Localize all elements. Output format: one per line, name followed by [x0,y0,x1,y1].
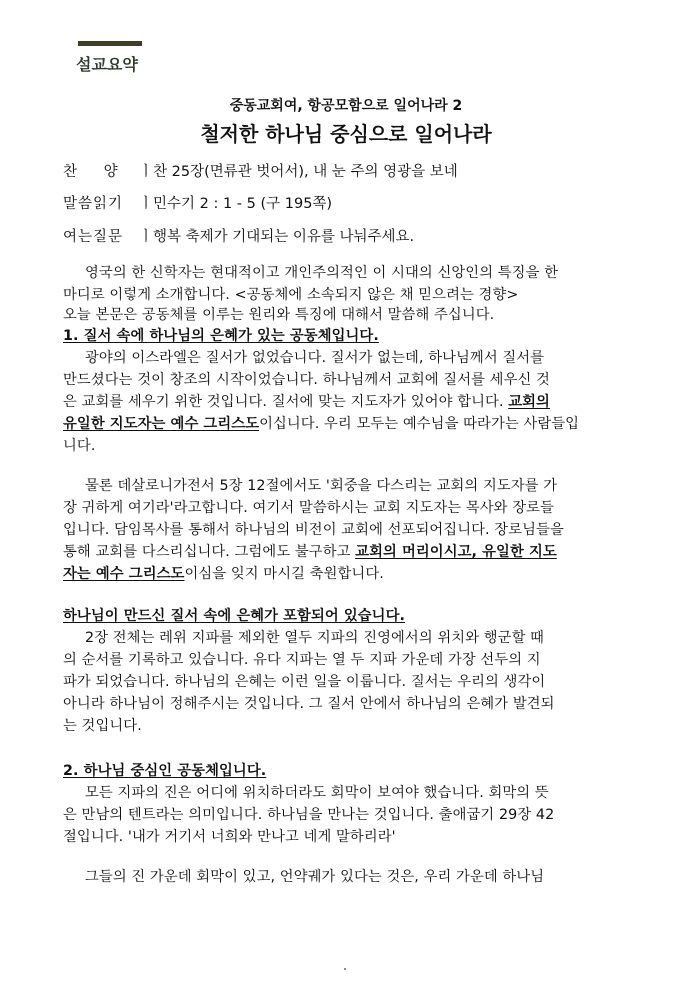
sermon-title: 철저한 하나님 중심으로 일어나라 [200,122,492,146]
paragraph-line [63,391,633,411]
hymn-row [63,160,458,181]
paragraph-line: 파가 되었습니다. 하나님의 은혜는 이런 일을 이룹니다. 질서는 우리의 생각이 [63,674,546,690]
reading-row [63,192,332,213]
paragraph-text: 통해 교회를 다스리십니다. 그럼에도 불구하고 [63,544,356,560]
paragraph-line: 물론 데살로니가전서 5장 12절에서도 '회중을 다스리는 교회의 지도자를 가 [85,478,558,494]
paragraph-line: 아니라 하나님이 정해주시는 것입니다. 그 질서 안에서 하나님의 은혜가 발견되 [63,696,555,712]
emphasis-text: 자는 예수 그리스도 [63,566,185,582]
question-value: ㅣ행복 축제가 기대되는 이유를 나눠주세요. [139,229,415,245]
paragraph-line: 오늘 본문은 공동체를 이루는 원리와 특징에 대해서 말씀해 주십니다. [63,307,495,323]
hymn-value: ㅣ찬 25장(면류관 벗어서), 내 눈 주의 영광을 보네 [139,164,458,180]
question-label: 여는질문 [63,229,124,245]
logo-bar [78,41,142,46]
section-heading-2: 2. 하나님 중심인 공동체입니다. [63,763,267,779]
paragraph-line: 그들의 진 가운데 회막이 있고, 언약궤가 있다는 것은, 우리 가운데 하나님 [85,869,545,885]
paragraph-line [63,413,633,433]
paragraph-line: 광야의 이스라엘은 질서가 없었습니다. 질서가 없는데, 하나님께서 질서를 [85,350,545,366]
page-dot [344,968,346,970]
paragraph-text: 은 교회를 세우기 위한 것입니다. 질서에 맞는 지도자가 있어야 합니다. [63,394,509,410]
emphasis-text: 교회의 [508,394,550,410]
emphasis-text: 교회의 머리이시고, 유일한 지도 [355,544,557,560]
paragraph-line: 니다. [63,438,96,454]
paragraph-line: 는 것입니다. [63,718,142,734]
hymn-label: 찬 양 [63,164,118,180]
paragraph-line: 만드셨다는 것이 창조의 시작이었습니다. 하나님께서 교회에 질서를 세우신 것 [63,372,550,388]
sub-heading: 하나님이 만드신 질서 속에 은혜가 포함되어 있습니다. [63,608,406,624]
paragraph-text: 이심을 잊지 마시길 축원합니다. [184,566,384,582]
paragraph-line: 은 만남의 텐트라는 의미입니다. 하나님을 만나는 것입니다. 출애굽기 29장 42 [63,807,555,823]
paragraph-line: 영국의 한 신학자는 현대적이고 개인주의적인 이 시대의 신앙인의 특징을 한 [85,265,559,281]
reading-value: ㅣ민수기 2 : 1 - 5 (구 195쪽) [139,196,333,212]
paragraph-line: 모든 지파의 진은 어디에 위치하더라도 회막이 보여야 했습니다. 회막의 뜻 [85,785,549,801]
sermon-series-subtitle: 중동교회여, 항공모함으로 일어나라 2 [229,98,463,114]
emphasis-text: 유일한 지도자는 예수 그리스도 [63,416,260,432]
question-row [63,225,414,246]
paragraph-line [63,541,633,561]
reading-label: 말씀읽기 [63,196,124,212]
paragraph-text: 이십니다. 우리 모두는 예수님을 따라가는 사람들입 [259,416,580,432]
section-heading-1: 1. 질서 속에 하나님의 은혜가 있는 공동체입니다. [63,328,379,344]
paragraph-line: 절입니다. '내가 거기서 너희와 만나고 네게 말하리라' [63,829,396,845]
paragraph-line: 의 순서를 기록하고 있습니다. 유다 지파는 열 두 지파 가운데 가장 선두의 지 [63,652,541,668]
paragraph-line: 장 귀하게 여기라'라고합니다. 여기서 말씀하시는 교회 지도자는 목사와 장로들 [63,500,554,516]
paragraph-line: 마디로 이렇게 소개합니다. <공동체에 소속되지 않은 채 믿으려는 경향> [63,287,519,303]
logo-text: 설교요약 [76,55,138,74]
paragraph-line: 입니다. 담임목사를 통해서 하나님의 비전이 교회에 선포되어집니다. 장로님들을 [63,522,564,538]
paragraph-line [63,563,633,583]
paragraph-line: 2장 전체는 레위 지파를 제외한 열두 지파의 진영에서의 위치와 행군할 때 [85,630,545,646]
